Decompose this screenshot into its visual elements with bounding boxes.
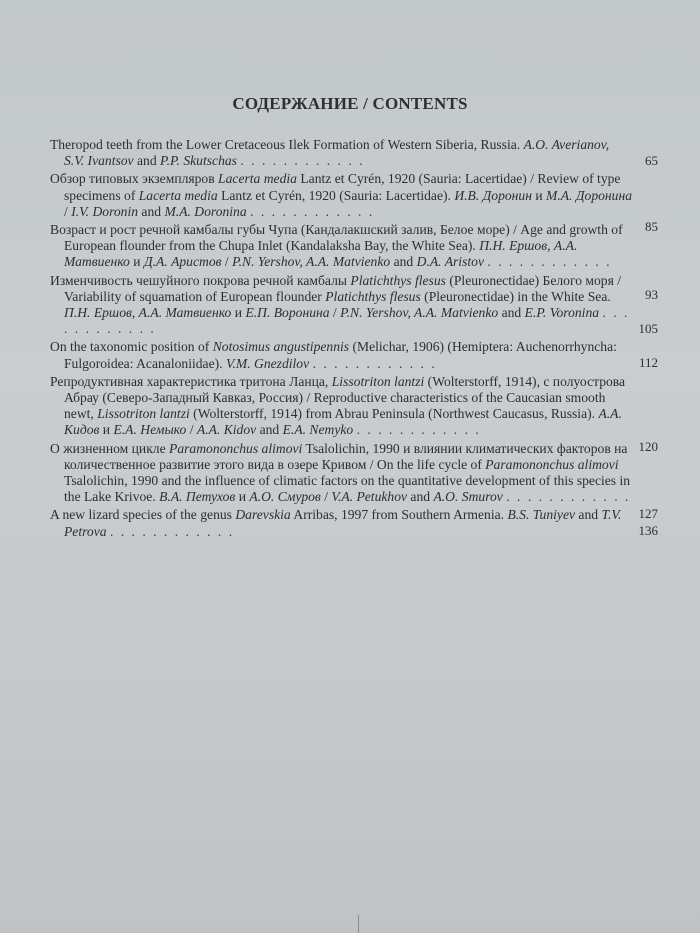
edge-mark bbox=[358, 915, 359, 933]
page-number: 105 bbox=[638, 320, 658, 336]
entry-text: On the taxonomic position of Notosimus angustipennis (Melichar, 1906) (Hemiptera: Auchenorrhyncha: Fulgoroidea: Acanaloniidae). V.M. Gnezdilov . . . . . . . . . . . . bbox=[50, 339, 617, 371]
entry-text: Репродуктивная характеристика тритона Ланца, Lissotriton lantzi (Wolterstorff, 1914), с полуострова Абрау (Северо-Западный Кавказ, Россия) / Reproductive characteristics of the Caucasian smooth newt, Lissotriton lantzi (Wolterstorff, 1914) from Abrau Peninsula (Northwest Caucasus, Russia). А.А. Кидов и Е.А. Немыко / A.A. Kidov and E.A. Nemyko . . . . . . . . . . . . bbox=[50, 373, 626, 438]
entry-text: Обзор типовых экземпляров Lacerta media Lantz et Cyrén, 1920 (Sauria: Lacertidae) / Review of type specimens of Lacerta media Lantz et Cyrén, 1920 (Sauria: Lacertidae). И.В. Доронин и М.А. Доронина / I.V. Doronin and M.A. Doronina . . . . . . . . . . . . bbox=[50, 171, 632, 219]
entry-text: Theropod teeth from the Lower Cretaceous Ilek Formation of Western Siberia, Russia. A.O. Averianov, S.V. Ivantsov and P.P. Skutschas . . . . . . . . . . . . bbox=[50, 137, 610, 169]
entry-text: Изменчивость чешуйного покрова речной камбалы Platichthys flesus (Pleuronectidae) Белого моря / Variability of squamation of European flounder Platichthys flesus (Pleuronectidae) in the White Sea. П.Н. Ершов, А.А. Матвиенко и Е.П. Воронина / P.N. Yershov, A.A. Matvienko and E.P. Voronina . . . . . . . . . . . . bbox=[50, 272, 630, 337]
list-item bbox=[50, 507, 658, 539]
entry-text: Возраст и рост речной камбалы губы Чупа (Кандалакшский залив, Белое море) / Age and growth of European flounder from the Chupa Inlet (Kandalaksha Bay, the White Sea). П.Н. Ершов, А.А. Матвиенко и Д.А. Аристов / P.N. Yershov, A.A. Matvienko and D.A. Aristov . . . . . . . . . . . . bbox=[50, 222, 623, 270]
page-number: 136 bbox=[638, 523, 658, 539]
entry-text: О жизненном цикле Paramononchus alimovi Tsalolichin, 1990 и влиянии климатических факторов на количественное развитие этого вида в озере Кривом / On the life cycle of Paramononchus alimovi Tsalolichin, 1990 and the influence of climatic factors on the quantitative development of this species in the Lake Krivoe. В.А. Петухов и А.О. Смуров / V.A. Petukhov and A.O. Smurov . . . . . . . . . . . . bbox=[50, 440, 631, 505]
page-number: 120 bbox=[638, 438, 658, 454]
list-item bbox=[50, 339, 658, 371]
page-number: 127 bbox=[638, 505, 658, 521]
page-title: СОДЕРЖАНИЕ / CONTENTS bbox=[232, 94, 468, 113]
entry-text: A new lizard species of the genus Darevskia Arribas, 1997 from Southern Armenia. B.S. Tuniyev and T.V. Petrova . . . . . . . . . . . . bbox=[50, 507, 622, 539]
page-number: 93 bbox=[645, 287, 658, 303]
contents-list bbox=[50, 137, 658, 542]
list-item bbox=[50, 137, 658, 169]
page-number: 85 bbox=[645, 219, 658, 235]
list-item bbox=[50, 171, 658, 235]
page-number: 112 bbox=[638, 355, 658, 371]
list-item bbox=[50, 373, 658, 454]
page-number: 65 bbox=[645, 153, 658, 168]
